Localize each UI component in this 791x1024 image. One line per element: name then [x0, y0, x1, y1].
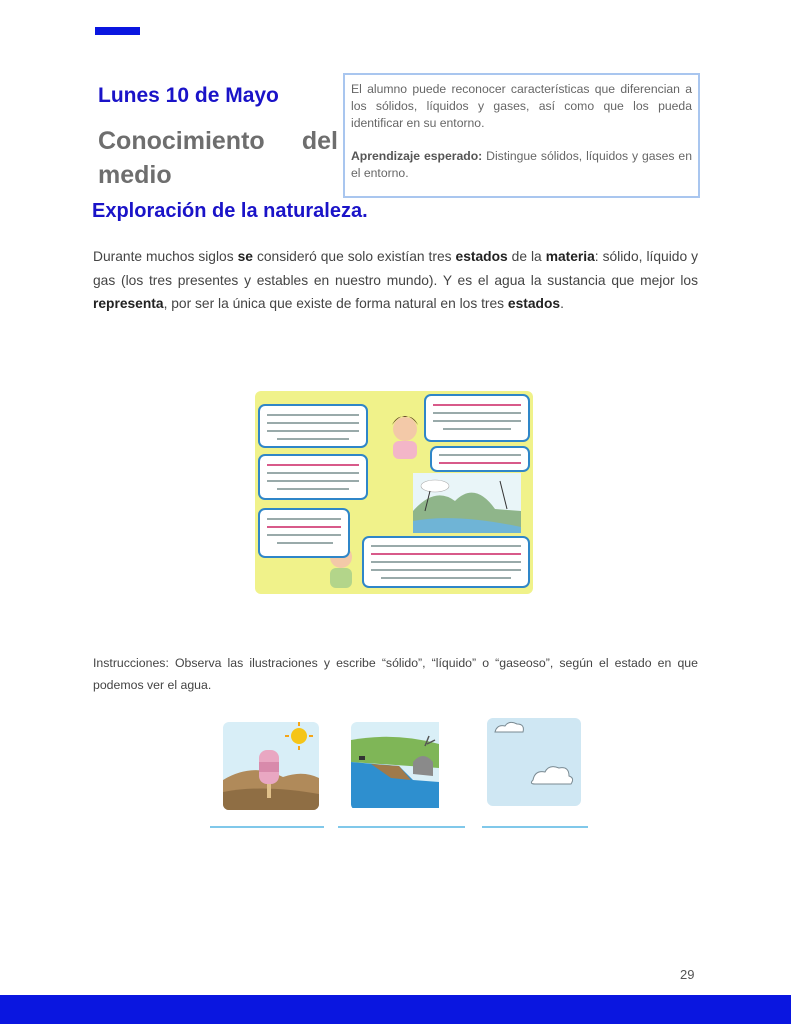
answer-line-2[interactable] — [338, 826, 465, 828]
bold-term: estados — [507, 296, 561, 311]
speech-bubble-6 — [363, 537, 529, 587]
answer-line-1[interactable] — [210, 826, 324, 828]
expected-learning-label: Aprendizaje esperado: — [351, 149, 483, 163]
bold-term: representa — [93, 296, 164, 311]
paragraph-text: , por ser la única que existe de forma natural en los tres — [163, 296, 508, 311]
top-accent-bar — [95, 27, 140, 35]
section-title: Exploración de la naturaleza. — [92, 200, 368, 222]
clouds-sky-icon — [487, 718, 581, 806]
exercise-image-solid — [223, 722, 319, 810]
paragraph-text: consideró que solo existían tres — [252, 249, 456, 264]
bottom-accent-bar — [0, 995, 791, 1024]
speech-bubble-1 — [259, 405, 367, 447]
exercise-image-liquid — [351, 722, 447, 810]
paragraph-text: Durante muchos siglos — [93, 249, 238, 264]
paragraph-text: de la — [507, 249, 546, 264]
expected-learning — [351, 148, 692, 182]
subject-title: Conocimiento del medio — [98, 127, 338, 189]
water-states-illustration — [255, 391, 533, 594]
expected-learning-text: Distingue sólidos, líquidos y gases en el entorno. — [351, 149, 692, 180]
water-cycle-scene-icon — [413, 473, 521, 533]
river-landscape-icon — [351, 722, 439, 808]
learning-objective-box — [343, 73, 700, 198]
speech-bubble-5 — [431, 447, 529, 471]
intro-paragraph — [93, 245, 698, 316]
bold-term: estados — [455, 249, 508, 264]
speech-bubble-3 — [259, 509, 349, 557]
objective-description: El alumno puede reconocer características que diferencian a los sólidos, líquidos y gases, así como que los pueda identificar en su entorno. — [351, 82, 692, 130]
bold-term: materia — [545, 249, 595, 264]
exercise-image-gas — [487, 718, 581, 806]
popsicle-sun-icon — [223, 722, 319, 810]
page-number: 29 — [680, 967, 695, 982]
speech-bubble-2 — [259, 455, 367, 499]
lesson-date: Lunes 10 de Mayo — [98, 84, 279, 107]
paragraph-text: . — [560, 296, 564, 311]
paragraph-text: : sólido, líquido y gas (los tres presentes y estables en nuestro mundo). Y es el agua la sustancia que mejor los — [93, 249, 698, 288]
speech-bubble-4 — [425, 395, 529, 441]
bold-term: se — [237, 249, 253, 264]
answer-line-3[interactable] — [482, 826, 588, 828]
instructions-text: Instrucciones: Observa las ilustraciones y escribe “sólido”, “líquido” o “gaseoso”, según el estado en que podemos ver el agua. — [93, 656, 698, 692]
